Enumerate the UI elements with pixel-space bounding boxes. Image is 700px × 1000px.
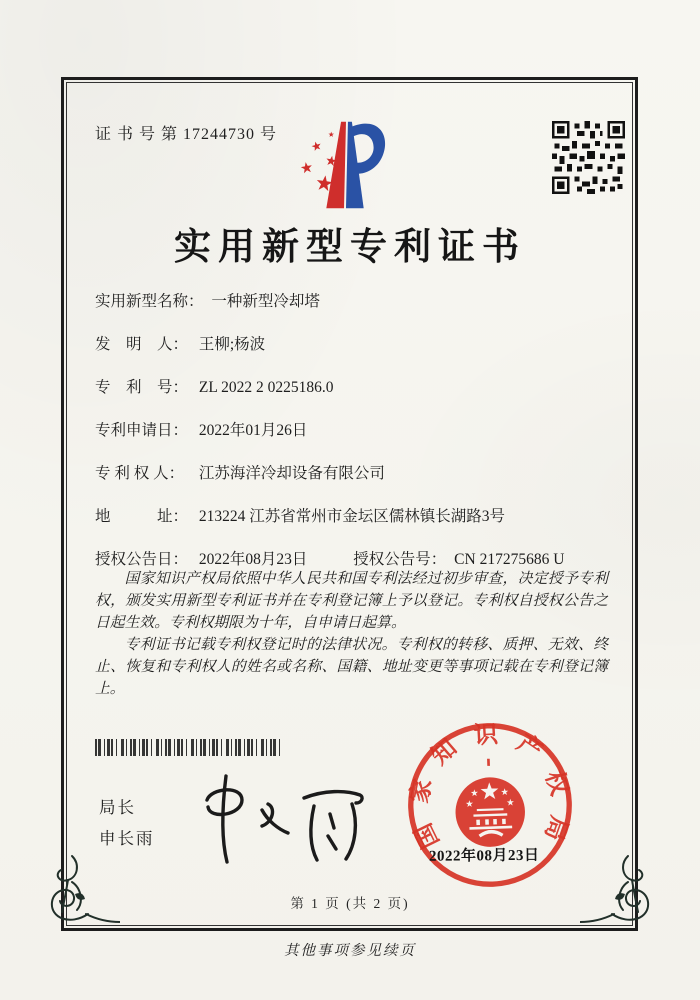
page-number: 第 1 页 (共 2 页) [290,896,410,911]
signer-block [99,792,155,854]
grant-number-label: 授权公告号： [353,551,447,568]
logo-red-wedge [326,122,346,209]
field-value: 一种新型冷却塔 [211,293,320,310]
legal-paragraph-2: 专利证书记载专利权登记时的法律状况。专利权的转移、质押、无效、终止、恢复和专利权人的姓名或名称、国籍、地址变更等事项记载在专利登记簿上。 [95,636,608,697]
field-row-patent-number [95,375,610,402]
legal-paragraph-1: 国家知识产权局依照中华人民共和国专利法经过初步审查，决定授予专利权，颁发实用新型专利证书并在专利登记簿上予以登记。专利权自授权公告之日起生效。专利权期限为十年，自申请日起算。 [95,570,608,631]
grant-number-pair [353,551,564,568]
field-label: 地 址： [95,508,189,525]
field-label: 发 明 人： [95,336,189,353]
field-value: ZL 2022 2 0225186.0 [198,379,334,396]
field-row-inventors [95,332,610,359]
grant-number-value: CN 217275686 U [454,551,565,568]
field-label: 实用新型名称： [95,293,204,310]
field-row-address [95,504,610,531]
certificate-title: 实用新型专利证书 [174,227,526,268]
continuation-note: 其他事项参见续页 [284,943,416,959]
field-value: 王柳;杨波 [198,336,266,353]
field-row-name [95,289,610,316]
seal-ring-text: 国家知识产权局 [406,722,572,852]
grant-date-value: 2022年08月23日 [198,551,308,568]
field-row-filing-date [95,418,610,445]
field-label: 专 利 权 人： [95,465,185,482]
field-row-patentee [95,461,610,488]
signer-title: 局长 [99,798,136,817]
barcode [95,739,282,756]
field-value: 213224 江苏省常州市金坛区儒林镇长湖路3号 [198,508,506,525]
field-value: 2022年01月26日 [198,422,308,439]
legal-text [95,568,608,700]
national-ipa-seal [398,713,582,897]
field-label: 专 利 号： [95,379,189,396]
seal-national-emblem [454,758,526,848]
certificate-number: 证 书 号 第 17244730 号 [95,126,278,143]
grant-date-label: 授权公告日： [95,551,189,568]
signer-name: 申长雨 [99,829,155,848]
field-value: 江苏海洋冷却设备有限公司 [198,465,385,482]
cnipa-logo-icon [286,116,404,216]
qr-code [552,121,625,194]
seal-date: 2022年08月23日 [428,847,540,865]
shen-changyu-signature-icon [196,770,374,866]
logo-stars [300,132,337,192]
fields-section [95,289,610,590]
field-label: 专利申请日： [95,422,189,439]
